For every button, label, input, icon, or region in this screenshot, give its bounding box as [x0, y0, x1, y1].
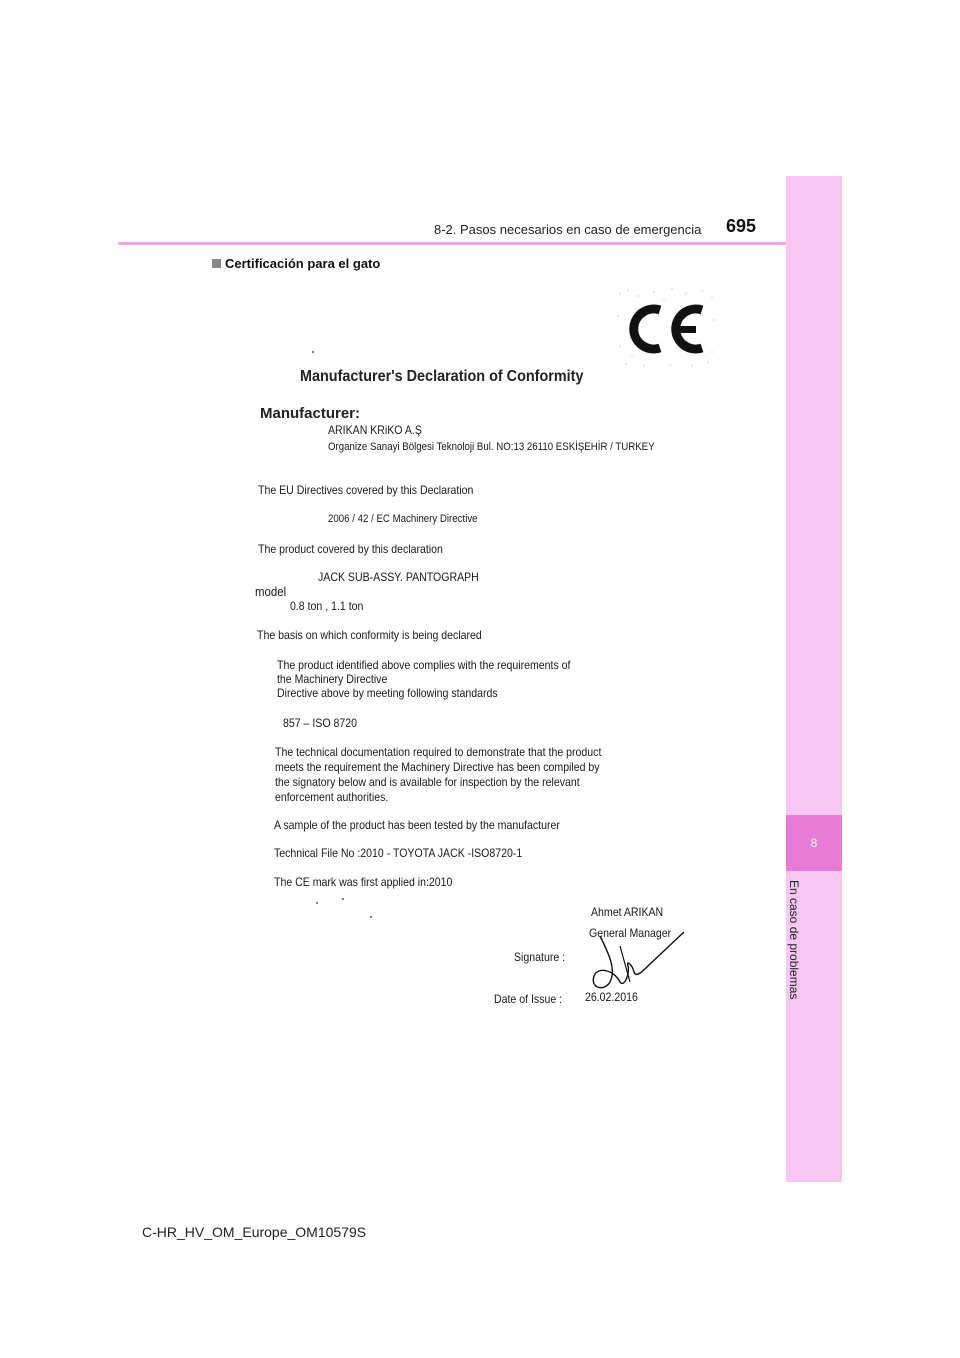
standard: 857 – ISO 8720 — [283, 716, 357, 730]
product-label: The product covered by this declaration — [258, 542, 443, 556]
declaration-title: Manufacturer's Declaration of Conformity — [300, 368, 584, 385]
ce-applied-line: The CE mark was first applied in:2010 — [274, 875, 453, 889]
document-code: C-HR_HV_OM_Europe_OM10579S — [142, 1224, 367, 1240]
subheading — [212, 256, 380, 271]
directives-label: The EU Directives covered by this Declaration — [258, 483, 474, 497]
tech-doc-line: the signatory below and is available for inspection by the relevant — [275, 775, 580, 789]
ce-mark-icon — [614, 286, 718, 370]
sample-line: A sample of the product has been tested by the manufacturer — [274, 818, 560, 832]
signature-drawing-icon — [580, 926, 700, 996]
page-number: 695 — [726, 216, 757, 236]
manufacturer-name: ARIKAN KRiKO A.Ş — [328, 423, 422, 437]
section-title: 8-2. Pasos necesarios en caso de emergencia — [434, 222, 702, 237]
chapter-title: En caso de problemas — [787, 880, 801, 1000]
speck — [312, 351, 314, 353]
date-value: 26.02.2016 — [585, 990, 638, 1004]
manufacturer-label: Manufacturer: — [260, 405, 361, 422]
tech-doc-line: meets the requirement the Machinery Directive has been compiled by — [275, 760, 600, 774]
date-label: Date of Issue : — [494, 992, 563, 1006]
model-value: 0.8 ton , 1.1 ton — [290, 599, 364, 613]
speck — [342, 898, 344, 900]
bullet-square-icon — [212, 259, 221, 268]
side-tab — [786, 176, 842, 1182]
model-label: model — [255, 584, 287, 599]
basis-line: The product identified above complies with the requirements of — [277, 658, 571, 672]
manufacturer-address: Organize Sanayi Bölgesi Teknoloji Bul. NO:13 26110 ESKİŞEHİR / TURKEY — [328, 441, 655, 453]
chapter-number: 8 — [810, 836, 818, 850]
basis-label: The basis on which conformity is being declared — [257, 628, 482, 642]
signatory-name: Ahmet ARIKAN — [591, 905, 664, 919]
tech-doc-line: The technical documentation required to demonstrate that the product — [275, 745, 602, 759]
directive-value: 2006 / 42 / EC Machinery Directive — [328, 513, 478, 525]
chapter-title-vertical — [781, 880, 801, 1010]
speck — [316, 902, 318, 904]
subheading-text: Certificación para el gato — [225, 256, 381, 271]
signatory-title: General Manager — [589, 926, 672, 940]
tech-doc-line: enforcement authorities. — [275, 790, 389, 804]
basis-line: the Machinery Directive — [277, 672, 388, 686]
speck — [370, 916, 372, 918]
header-rule — [118, 242, 786, 245]
technical-file: Technical File No :2010 - TOYOTA JACK -ISO8720-1 — [274, 846, 523, 860]
chapter-number-box — [786, 815, 842, 871]
product-name: JACK SUB-ASSY. PANTOGRAPH — [318, 570, 479, 584]
signature-label: Signature : — [514, 950, 566, 964]
basis-line: Directive above by meeting following standards — [277, 686, 498, 700]
